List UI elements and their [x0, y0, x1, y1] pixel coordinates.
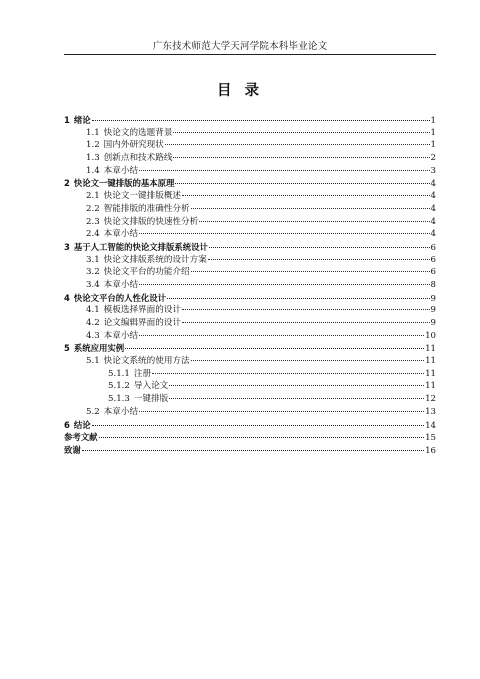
- dot-leader: [182, 322, 430, 323]
- toc-entry-label: 创新点和技术路线: [103, 153, 173, 164]
- toc-entry-page-number: 4: [430, 191, 436, 202]
- toc-entry-number: 5.1.3: [108, 394, 130, 405]
- toc-entry-number: 6: [64, 419, 70, 430]
- toc-entry-page-number: 4: [430, 229, 436, 240]
- toc-entry-label: 本章小结: [103, 229, 139, 240]
- toc-entry-label: 基于人工智能的快论文排版系统设计: [73, 241, 208, 252]
- toc-entry-number: 4.1: [86, 305, 100, 316]
- dot-leader: [139, 284, 429, 285]
- toc-entry-number: 1.3: [86, 153, 100, 164]
- page-title: 目 录: [216, 83, 264, 99]
- toc-entry-label: 快论文系统的使用方法: [103, 356, 190, 367]
- toc-entry[interactable]: [64, 139, 436, 152]
- header-divider: [64, 54, 436, 55]
- toc-entry[interactable]: [64, 304, 436, 317]
- toc-entry-number: 5.2: [86, 406, 100, 417]
- toc-entry[interactable]: [64, 292, 436, 305]
- toc-entry-number: 3.1: [86, 254, 100, 265]
- toc-entry-page-number: 15: [425, 433, 436, 444]
- toc-entry-label: 本章小结: [103, 279, 139, 290]
- dot-leader: [82, 450, 424, 451]
- dot-leader: [173, 132, 429, 133]
- toc-entry-label: 论文编辑界面的设计: [103, 318, 182, 328]
- toc-entry-label: 快论文排版的快速性分析: [103, 216, 199, 227]
- toc-entry-label: 快论文一键排版的基本原理: [73, 178, 175, 189]
- dot-leader: [139, 233, 429, 234]
- dot-leader: [139, 170, 429, 171]
- toc-entry-page-number: 11: [425, 344, 436, 355]
- dot-leader: [92, 120, 430, 121]
- toc-entry-page-number: 9: [430, 305, 436, 316]
- dot-leader: [191, 271, 430, 272]
- dot-leader: [139, 411, 424, 412]
- dot-leader: [125, 348, 424, 349]
- toc-entry[interactable]: [64, 152, 436, 165]
- dot-leader: [169, 398, 424, 399]
- toc-entry-number: 4.3: [86, 330, 100, 341]
- toc-entry-label: 参考文献: [64, 432, 98, 443]
- toc-entry[interactable]: [64, 317, 436, 330]
- toc-entry-label: 致谢: [64, 444, 81, 455]
- toc-entry-page-number: 11: [425, 356, 436, 367]
- toc-entry-number: 5.1: [86, 356, 100, 367]
- toc-entry-label: 快论文排版系统的设计方案: [103, 254, 207, 265]
- toc-entry-label: 快论文平台的功能介绍: [103, 267, 190, 278]
- toc-entry-page-number: 9: [430, 318, 436, 328]
- dot-leader: [182, 309, 430, 310]
- toc-entry-page-number: 6: [430, 267, 436, 278]
- toc-entry-label: 结论: [73, 419, 91, 430]
- toc-entry-page-number: 4: [430, 179, 436, 190]
- toc-entry-page-number: 4: [430, 216, 436, 227]
- toc-entry-label: 本章小结: [103, 330, 139, 341]
- toc-entry-label: 国内外研究现状: [103, 140, 164, 151]
- toc-entry-label: 注册: [133, 368, 152, 379]
- toc-entry-label: 一键排版: [133, 394, 169, 405]
- toc-entry[interactable]: [64, 431, 436, 444]
- toc-entry-number: 2.3: [86, 216, 100, 227]
- dot-leader: [175, 183, 429, 184]
- dot-leader: [139, 335, 424, 336]
- toc-entry-number: 5: [64, 343, 70, 354]
- dot-leader: [92, 425, 424, 426]
- toc-entry-page-number: 4: [430, 203, 436, 214]
- dot-leader: [173, 157, 429, 158]
- toc-entry-page-number: 6: [430, 254, 436, 265]
- toc-entry[interactable]: [64, 355, 436, 368]
- table-of-contents: [64, 114, 436, 457]
- toc-entry[interactable]: [64, 380, 436, 393]
- toc-entry[interactable]: [64, 406, 436, 419]
- toc-entry-page-number: 13: [425, 406, 436, 417]
- toc-entry[interactable]: [64, 330, 436, 343]
- toc-entry-label: 模板选择界面的设计: [103, 305, 182, 316]
- running-header: 广东技术师范大学天河学院本科毕业论文: [152, 41, 328, 52]
- toc-entry[interactable]: [64, 165, 436, 178]
- toc-entry-page-number: 11: [425, 368, 436, 379]
- toc-entry-page-number: 11: [425, 381, 436, 392]
- toc-entry[interactable]: [64, 368, 436, 381]
- toc-entry-page-number: 14: [425, 420, 436, 431]
- toc-entry-label: 绪论: [73, 115, 91, 125]
- toc-entry-page-number: 2: [430, 153, 436, 164]
- toc-entry[interactable]: [64, 393, 436, 406]
- toc-entry-label: 快论文的选题背景: [103, 127, 173, 138]
- toc-entry-number: 2.1: [86, 191, 100, 202]
- dot-leader: [199, 221, 429, 222]
- dot-leader: [165, 144, 430, 145]
- toc-entry[interactable]: [64, 190, 436, 203]
- toc-entry-number: 4.2: [86, 318, 100, 328]
- toc-entry-page-number: 1: [430, 140, 436, 151]
- toc-entry-number: 5.1.1: [108, 368, 130, 379]
- toc-entry-page-number: 1: [430, 127, 436, 138]
- toc-entry-number: 1: [64, 115, 70, 125]
- toc-entry[interactable]: [64, 419, 436, 432]
- toc-entry[interactable]: [64, 177, 436, 190]
- dot-leader: [152, 373, 424, 374]
- toc-entry-label: 快论文一键排版概述: [103, 191, 182, 202]
- toc-entry[interactable]: [64, 203, 436, 216]
- toc-entry-page-number: 12: [425, 394, 436, 405]
- dot-leader: [191, 360, 424, 361]
- toc-entry-number: 2: [64, 178, 70, 189]
- toc-entry[interactable]: [64, 254, 436, 267]
- toc-entry-label: 系统应用实例: [73, 343, 125, 354]
- toc-entry-page-number: 3: [430, 165, 436, 176]
- toc-entry-page-number: 1: [430, 116, 436, 126]
- toc-entry[interactable]: [64, 127, 436, 140]
- toc-entry-page-number: 16: [425, 445, 436, 456]
- toc-entry-number: 3.2: [86, 267, 100, 278]
- toc-entry-label: 本章小结: [103, 406, 139, 417]
- toc-entry[interactable]: [64, 279, 436, 292]
- toc-entry-number: 1.4: [86, 165, 100, 176]
- toc-entry-number: 1.1: [86, 127, 100, 138]
- toc-entry-number: 3.4: [86, 279, 100, 290]
- toc-entry-number: 2.2: [86, 203, 100, 214]
- dot-leader: [208, 259, 430, 260]
- toc-entry[interactable]: [64, 266, 436, 279]
- dot-leader: [209, 247, 430, 248]
- toc-entry[interactable]: [64, 241, 436, 254]
- toc-entry[interactable]: [64, 114, 436, 127]
- toc-entry-page-number: 10: [425, 330, 436, 341]
- toc-entry[interactable]: [64, 216, 436, 229]
- toc-entry-label: 导入论文: [133, 381, 169, 392]
- dot-leader: [99, 437, 425, 438]
- dot-leader: [169, 385, 424, 386]
- toc-entry[interactable]: [64, 444, 436, 457]
- toc-entry-label: 本章小结: [103, 165, 139, 176]
- toc-entry-number: 1.2: [86, 140, 100, 151]
- toc-entry-number: 5.1.2: [108, 381, 130, 392]
- toc-entry-page-number: 9: [430, 293, 436, 304]
- toc-entry-page-number: 6: [430, 242, 436, 253]
- toc-entry[interactable]: [64, 342, 436, 355]
- toc-entry-number: 2.4: [86, 229, 100, 240]
- toc-entry-number: 4: [64, 292, 70, 303]
- toc-entry-label: 智能排版的准确性分析: [103, 203, 190, 214]
- dot-leader: [167, 298, 430, 299]
- dot-leader: [191, 208, 430, 209]
- dot-leader: [182, 195, 430, 196]
- toc-entry[interactable]: [64, 228, 436, 241]
- toc-entry-page-number: 8: [430, 279, 436, 290]
- toc-entry-label: 快论文平台的人性化设计: [73, 292, 166, 303]
- toc-entry-number: 3: [64, 241, 70, 252]
